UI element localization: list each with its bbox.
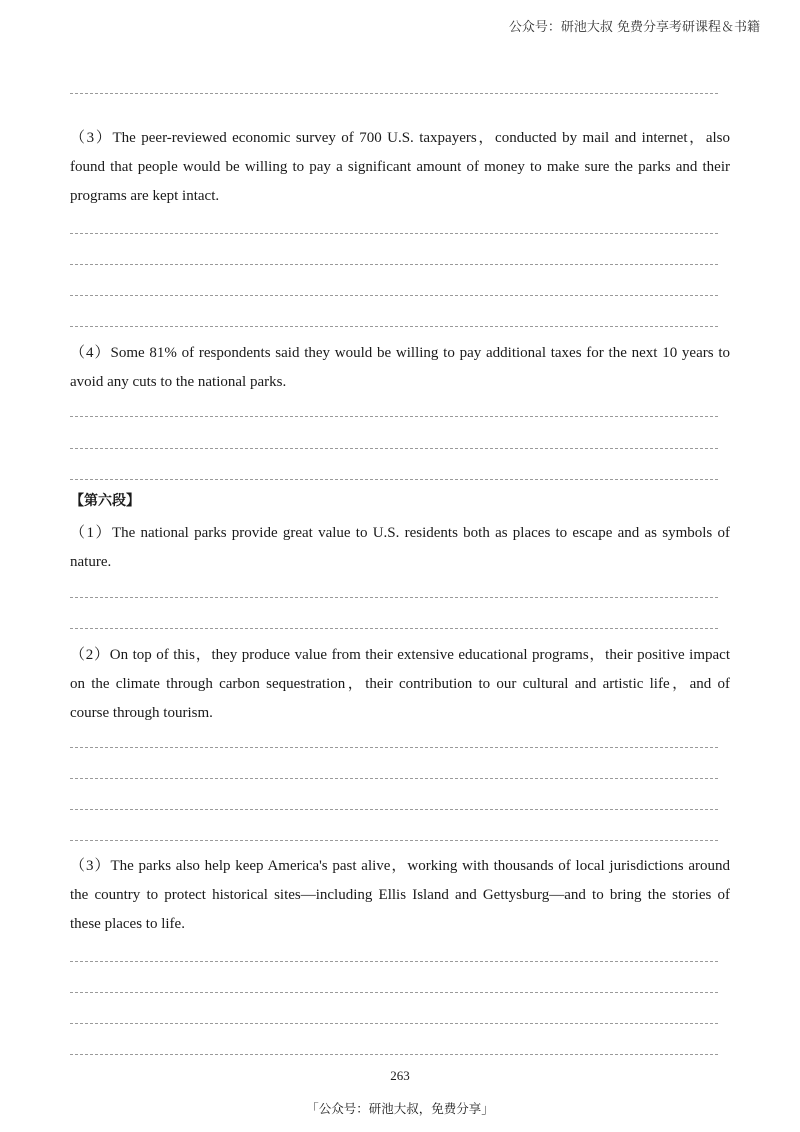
writing-line (70, 778, 718, 779)
paragraph-6-1: （1）The national parks provide great value to U.S. residents both as places to escape and as symbols of nature. (70, 525, 730, 570)
writing-line (70, 1023, 718, 1024)
writing-line (70, 93, 718, 94)
writing-line (70, 840, 718, 841)
paragraph-6-3: （3）The parks also help keep America's past alive，working with thousands of local jurisdictions around the country to protect historical sites—including Ellis Island and Gettysburg—and to bring the stories of these places to life. (70, 858, 730, 932)
page-number: 263 (390, 1068, 410, 1083)
writing-line (70, 264, 718, 265)
section-heading-6: 【第六段】 (70, 493, 140, 509)
header-watermark: 公众号：研池大叔 免费分享考研课程＆书籍 (508, 20, 760, 35)
writing-line (70, 747, 718, 748)
writing-line (70, 628, 718, 629)
footer-note: 「公众号：研池大叔，免费分享」 (306, 1101, 494, 1116)
writing-line (70, 479, 718, 480)
writing-line (70, 961, 718, 962)
writing-line (70, 233, 718, 234)
writing-line (70, 809, 718, 810)
writing-line (70, 992, 718, 993)
paragraph-5-3: （3）The peer-reviewed economic survey of 700 U.S. taxpayers，conducted by mail and internet，also found that people would be willing to pay a significant amount of money to make sure the parks and their programs are kept intact. (70, 130, 730, 204)
writing-line (70, 597, 718, 598)
paragraph-5-4: （4）Some 81% of respondents said they would be willing to pay additional taxes for the next 10 years to avoid any cuts to the national parks. (70, 345, 730, 390)
writing-line (70, 1054, 718, 1055)
paragraph-6-2: （2）On top of this，they produce value from their extensive educational programs，their positive impact on the climate through carbon sequestration，their contribution to our cultural and artistic life，and of course through tourism. (70, 647, 730, 721)
writing-line (70, 326, 718, 327)
writing-line (70, 448, 718, 449)
writing-line (70, 295, 718, 296)
writing-line (70, 416, 718, 417)
